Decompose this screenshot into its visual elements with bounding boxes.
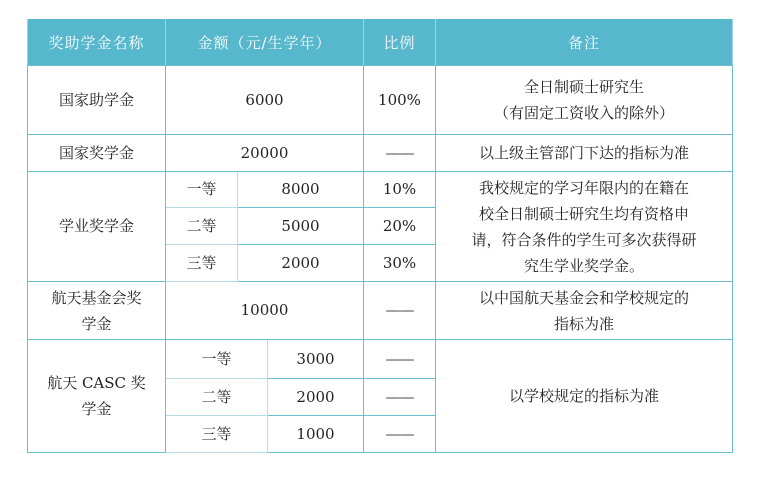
row-ratio: —— <box>364 135 436 172</box>
level-label: 三等 <box>166 416 268 453</box>
remark-line: 究生学业奖学金。 <box>523 256 644 275</box>
row-remark <box>436 66 733 135</box>
row-remark <box>436 282 733 340</box>
scholarship-table <box>27 19 733 65</box>
level-ratio: 30% <box>364 245 436 282</box>
row-remark <box>436 172 733 282</box>
remark-line: 以中国航天基金会和学校规定的 <box>478 288 689 307</box>
remark-line: 我校规定的学习年限内的在籍在 <box>478 178 689 197</box>
row-name <box>28 340 166 453</box>
name-line: 学金 <box>81 314 112 333</box>
header-amount: 金额（元/生学年） <box>166 19 364 65</box>
row-name <box>28 282 166 340</box>
name-line: 航天 CASC 奖 <box>47 374 146 392</box>
level-label: 三等 <box>166 245 238 282</box>
remark-line: 请，符合条件的学生可多次获得研 <box>471 230 697 249</box>
row-amount: 6000 <box>166 66 364 135</box>
level-label: 一等 <box>166 172 238 208</box>
level-amount: 2000 <box>268 379 364 416</box>
row-amount: 20000 <box>166 135 364 172</box>
table-row <box>28 340 733 379</box>
header-row <box>28 19 733 65</box>
row-ratio: —— <box>364 282 436 340</box>
name-line: 学金 <box>81 400 112 418</box>
table-row <box>28 66 733 135</box>
level-label: 一等 <box>166 340 268 379</box>
row-remark: 以学校规定的指标为准 <box>436 340 733 453</box>
header-ratio: 比例 <box>364 19 436 65</box>
remark-line: （有固定工资收入的除外） <box>493 104 674 122</box>
header-remark: 备注 <box>436 19 733 65</box>
scholarship-table-body <box>27 65 733 453</box>
level-amount: 8000 <box>238 172 364 208</box>
level-amount: 5000 <box>238 208 364 245</box>
level-amount: 3000 <box>268 340 364 379</box>
level-ratio: 20% <box>364 208 436 245</box>
row-ratio: 100% <box>364 66 436 135</box>
level-label: 二等 <box>166 379 268 416</box>
level-label: 二等 <box>166 208 238 245</box>
table-row <box>28 282 733 340</box>
row-name: 学业奖学金 <box>28 172 166 282</box>
row-amount: 10000 <box>166 282 364 340</box>
scholarship-table-container <box>27 19 732 453</box>
row-name: 国家奖学金 <box>28 135 166 172</box>
level-ratio: —— <box>364 416 436 453</box>
row-remark: 以上级主管部门下达的指标为准 <box>436 135 733 172</box>
level-amount: 2000 <box>238 245 364 282</box>
level-ratio: 10% <box>364 172 436 208</box>
remark-line: 校全日制硕士研究生均有资格申 <box>478 204 689 223</box>
table-row <box>28 135 733 172</box>
level-ratio: —— <box>364 379 436 416</box>
name-line: 航天基金会奖 <box>51 288 142 307</box>
level-amount: 1000 <box>268 416 364 453</box>
level-ratio: —— <box>364 340 436 379</box>
row-name: 国家助学金 <box>28 66 166 135</box>
remark-line: 指标为准 <box>553 314 614 333</box>
table-row <box>28 172 733 208</box>
remark-line: 全日制硕士研究生 <box>523 78 644 96</box>
header-name: 奖助学金名称 <box>28 19 166 65</box>
